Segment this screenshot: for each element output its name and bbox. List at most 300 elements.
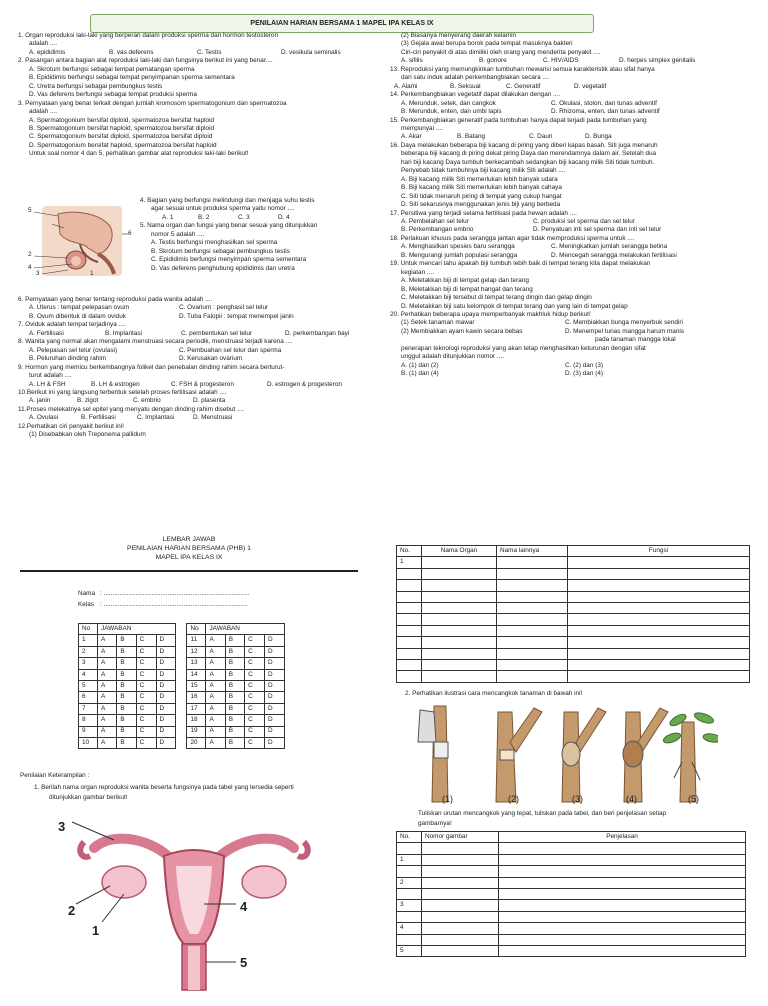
option[interactable]: B. (1) dan (4) <box>401 370 439 378</box>
option[interactable]: B. Epididimis berfungsi sebagai tempat penyimpanan sperma sementara <box>29 74 235 82</box>
class-input[interactable]: : ................................................................................. <box>100 601 248 608</box>
table-cell[interactable]: 2 <box>397 877 422 888</box>
table-cell[interactable] <box>568 602 750 613</box>
class-label: Kelas <box>78 601 94 608</box>
table-cell[interactable] <box>422 671 497 682</box>
option[interactable]: D. Penyatuan inti sel sperma dan inti sel telur <box>533 226 662 234</box>
option[interactable]: B. gonore <box>479 57 507 65</box>
option[interactable]: D. Tuba Falopii : tempat menempel janin <box>179 312 294 320</box>
answer-choice[interactable]: A <box>206 658 225 669</box>
answer-choice[interactable]: C <box>245 658 265 669</box>
table-cell[interactable] <box>397 602 422 613</box>
option[interactable]: D. Vas deferens berfungsi sebagai tempat produksi sperma <box>29 91 197 99</box>
table-cell[interactable] <box>422 843 499 854</box>
table-row <box>397 580 750 591</box>
option[interactable]: B. LH & estrogen <box>91 380 140 388</box>
name-field[interactable] <box>78 590 249 598</box>
answer-number: 7 <box>79 703 98 714</box>
grid-gap <box>176 635 187 646</box>
question-14: 14. Perkembangbiakan vegetatif dapat dilakukan dengan .... <box>390 91 561 99</box>
answer-row <box>79 646 285 657</box>
answer-choice[interactable]: A <box>206 692 225 703</box>
answer-choice[interactable]: D <box>156 669 176 680</box>
option[interactable]: C. produksi sel sperma dan sel telur <box>533 217 635 225</box>
answer-choice[interactable]: C <box>245 715 265 726</box>
answer-choice[interactable]: D <box>156 726 176 737</box>
answer-choice[interactable]: D <box>265 646 285 657</box>
answer-choice[interactable]: B <box>225 726 244 737</box>
option[interactable]: A. Menghasilkan spesies baru serangga <box>401 243 515 251</box>
table-cell[interactable] <box>499 900 746 911</box>
option[interactable]: C. Ovarium : penghasil sel telur <box>179 304 269 312</box>
answer-choice[interactable]: D <box>156 737 176 748</box>
table-cell[interactable]: 5 <box>397 945 422 956</box>
table-cell[interactable] <box>568 637 750 648</box>
option[interactable]: C. Meningkatkan jumlah serangga betina <box>551 243 668 251</box>
answer-choice[interactable]: B <box>225 692 244 703</box>
option[interactable]: D. estrogen & progesteron <box>267 380 342 388</box>
table-cell[interactable] <box>397 625 422 636</box>
option[interactable]: B. zigot <box>77 397 99 405</box>
table-cell[interactable] <box>497 671 568 682</box>
table-cell[interactable] <box>422 854 499 865</box>
option[interactable]: C. Implantasi <box>137 414 175 422</box>
option[interactable]: B. Implantasi <box>105 329 142 337</box>
answer-choice[interactable]: D <box>265 680 285 691</box>
figure-label: (1) <box>442 794 453 804</box>
answer-choice[interactable]: B <box>117 726 136 737</box>
answer-choice[interactable]: A <box>206 635 225 646</box>
option[interactable]: D. vegetatif <box>574 82 607 90</box>
answer-choice[interactable]: B <box>117 635 136 646</box>
table-cell[interactable] <box>499 888 746 899</box>
figure-label: 5 <box>240 955 248 970</box>
table-cell[interactable] <box>422 602 497 613</box>
table-cell[interactable]: 1 <box>397 557 422 568</box>
answer-choice[interactable]: B <box>117 737 136 748</box>
table-cell[interactable] <box>499 911 746 922</box>
table-cell[interactable] <box>397 843 422 854</box>
answer-choice[interactable]: D <box>265 669 285 680</box>
table-cell[interactable] <box>422 637 497 648</box>
organ-table <box>396 545 750 683</box>
answer-choice[interactable]: C <box>136 703 156 714</box>
table-cell[interactable] <box>568 648 750 659</box>
table-cell[interactable] <box>499 843 746 854</box>
table-row <box>397 602 750 613</box>
figure-label: 3 <box>36 270 40 277</box>
answer-choice[interactable]: A <box>206 669 225 680</box>
option[interactable]: B. vas deferens <box>109 48 154 56</box>
table-cell[interactable] <box>397 866 422 877</box>
answer-choice[interactable]: D <box>265 726 285 737</box>
answer-choice[interactable]: A <box>98 737 117 748</box>
question-6: 6. Pernyataan yang benar tentang reproduksi pada wanita adalah .... <box>18 296 213 303</box>
answer-choice[interactable]: C <box>136 669 156 680</box>
answer-choice[interactable]: D <box>156 703 176 714</box>
option[interactable]: C. FSH & progesteron <box>171 380 234 388</box>
option[interactable]: A. Skrotum berfungsi sebagai tempat pematangan sperma <box>29 65 195 73</box>
answer-choice[interactable]: C <box>245 669 265 680</box>
option[interactable]: B. Seksual <box>450 82 481 90</box>
table-cell[interactable] <box>422 888 499 899</box>
table-cell[interactable] <box>422 614 497 625</box>
answer-choice[interactable]: D <box>156 646 176 657</box>
option[interactable]: B. Skrotum berfungsi sebagai pembungkus testis <box>151 247 290 255</box>
table-cell[interactable] <box>497 637 568 648</box>
answer-choice[interactable]: B <box>117 715 136 726</box>
answer-choice[interactable]: B <box>117 646 136 657</box>
answer-number: 4 <box>79 669 98 680</box>
option[interactable]: A. Uterus : tempat pelepasan ovum <box>29 304 130 312</box>
option[interactable]: D. Meletakkan biji satu kelompok di tempat terang dan yang lain di tempat gelap <box>401 302 628 310</box>
table-cell[interactable] <box>499 877 746 888</box>
question-1-cont: adalah .... <box>29 40 58 48</box>
answer-choice[interactable]: B <box>117 669 136 680</box>
answer-choice[interactable]: C <box>136 737 156 748</box>
table-cell[interactable] <box>497 557 568 568</box>
option[interactable]: D. Vas deferens penghubung epididimis dan uretra <box>151 264 295 272</box>
option[interactable]: C. Epididimis berfungsi menyimpan sperma sementara <box>151 256 307 264</box>
answer-number: 6 <box>79 692 98 703</box>
option[interactable]: B. Meletakkan biji di tempat hangat dan terang <box>401 285 533 293</box>
question-18: 18. Perlakuan khusus pada serangga jantan agar tidak memproduksi sperma untuk .... <box>390 234 635 242</box>
question-4: 4. Bagian yang berfungsi melindungi dan menjaga suhu testis <box>140 197 315 204</box>
option[interactable]: D. Bunga <box>585 133 612 141</box>
figure-label: 5 <box>28 207 32 214</box>
table-row <box>397 614 750 625</box>
answer-choice[interactable]: A <box>206 646 225 657</box>
table-cell[interactable] <box>568 580 750 591</box>
answer-choice[interactable]: A <box>206 715 225 726</box>
answer-choice[interactable]: B <box>225 680 244 691</box>
question-1: 1. Organ reproduksi laki-laki yang berperan dalam produksi sperma dan hormon testosteron <box>18 32 279 39</box>
answer-sheet-title-1: LEMBAR JAWAB <box>162 536 216 543</box>
table-cell[interactable] <box>568 659 750 670</box>
grid-gap <box>176 737 187 748</box>
effort-item: (1) Setek tanaman mawar <box>401 319 475 327</box>
option[interactable]: D. Menstruasi <box>193 414 233 422</box>
option[interactable]: D. herpes simplex genitalis <box>619 57 696 65</box>
option[interactable]: B. Batang <box>457 133 486 141</box>
option[interactable]: C. 3 <box>238 213 250 221</box>
option[interactable]: B. Fertilisasi <box>81 414 116 422</box>
option[interactable]: A. epididimis <box>29 48 66 56</box>
option[interactable]: D. Siti sekarusnya menggunakan jenis biji yang berbeda <box>401 201 561 209</box>
answer-choice[interactable]: C <box>245 646 265 657</box>
disease-feature: (2) Biasanya menyerang daerah kelamin <box>401 32 517 39</box>
table-cell[interactable] <box>568 568 750 579</box>
table-cell[interactable] <box>397 659 422 670</box>
answer-choice[interactable]: B <box>225 715 244 726</box>
option[interactable]: C. Spermatogonium bersifat diploid, spermatozoa bersifat diploid <box>29 133 213 141</box>
table-cell[interactable] <box>422 923 499 934</box>
table-cell[interactable] <box>397 888 422 899</box>
table-row <box>397 888 746 899</box>
answer-choice[interactable]: B <box>117 680 136 691</box>
skills-question-2-instr: gambarnya! <box>418 820 452 827</box>
option[interactable]: C. Pembuahan sel telur dan sperma <box>179 346 282 354</box>
answer-choice[interactable]: A <box>98 646 117 657</box>
answer-number: 3 <box>79 658 98 669</box>
option[interactable]: A. 1 <box>162 213 174 221</box>
answer-choice[interactable]: A <box>206 703 225 714</box>
question-8: 8. Wanita yang normal akan mengalami menstruasi secara periodik, menstruasi terjadi karena .... <box>18 338 293 346</box>
option[interactable]: C. Uretra berfungsi sebagai pembungkus testis <box>29 82 163 90</box>
option[interactable]: B. Spermatogonium bersifat haploid, spermatozoa bersifat diploid <box>29 124 215 132</box>
answer-choice[interactable]: C <box>136 646 156 657</box>
col-header: No. <box>397 546 422 557</box>
option[interactable]: A. Ovulasi <box>29 414 59 422</box>
table-cell[interactable] <box>568 614 750 625</box>
question-3: 3. Pernyataan yang benar terkait dengan jumlah kromosom spermatogonium dan spermatozoa <box>18 99 287 107</box>
option[interactable]: B. Ovum dibentuk di dalam oviduk <box>29 312 126 320</box>
question-2: 2. Pasangan antara bagian alat reproduksi laki-laki dan fungsinya berikut ini yang benar.... <box>18 57 273 65</box>
table-cell[interactable] <box>422 648 497 659</box>
answer-choice[interactable]: A <box>98 680 117 691</box>
answer-choice[interactable]: D <box>156 658 176 669</box>
option[interactable]: B. Peluruhan dinding rahim <box>29 355 107 363</box>
table-cell[interactable] <box>497 602 568 613</box>
table-cell[interactable]: 3 <box>397 900 422 911</box>
answer-choice[interactable]: C <box>245 703 265 714</box>
table-cell[interactable] <box>422 911 499 922</box>
table-cell[interactable] <box>397 911 422 922</box>
table-cell[interactable]: 4 <box>397 923 422 934</box>
table-cell[interactable] <box>422 934 499 945</box>
answer-choice[interactable]: D <box>156 715 176 726</box>
answer-choice[interactable]: A <box>206 726 225 737</box>
option[interactable]: A. Spermatogonium bersifat diploid, spermatozoa bersifat haploid <box>29 116 215 124</box>
option[interactable]: D. Spermatogonium bersifat haploid, spermatozoa bersifat haploid <box>29 141 217 149</box>
question-19-cont: kegiatan .... <box>401 268 435 276</box>
table-cell[interactable] <box>499 923 746 934</box>
table-cell[interactable] <box>497 659 568 670</box>
answer-number: 9 <box>79 726 98 737</box>
answer-choice[interactable]: B <box>117 658 136 669</box>
option[interactable]: D. (3) dan (4) <box>565 370 604 378</box>
table-cell[interactable] <box>397 934 422 945</box>
option[interactable]: C. embrio <box>133 397 161 405</box>
table-cell[interactable] <box>568 625 750 636</box>
table-cell[interactable] <box>499 945 746 956</box>
option[interactable]: A. Merunduk, setek, dan cangkok <box>401 99 496 107</box>
option[interactable]: C. (2) dan (3) <box>565 361 604 369</box>
table-cell[interactable] <box>499 934 746 945</box>
option[interactable]: D. Mencegah serangga melakukan fertilisasi <box>551 251 677 259</box>
option[interactable]: C. Generatif <box>506 82 541 90</box>
table-cell[interactable] <box>422 945 499 956</box>
option[interactable]: A. Meletakkan biji di tempat gelap dan terang <box>401 277 529 285</box>
answer-choice[interactable]: D <box>265 692 285 703</box>
option[interactable]: C. Meletakkan biji tersebut di tempat terang dingin dan gelap dingin <box>401 294 592 302</box>
option[interactable]: D. 4 <box>278 213 290 221</box>
answer-number: 14 <box>187 669 206 680</box>
answer-choice[interactable]: B <box>225 669 244 680</box>
answer-choice[interactable]: C <box>245 635 265 646</box>
table-cell[interactable] <box>422 568 497 579</box>
option[interactable]: A. Fertilisasi <box>29 329 64 337</box>
note: Untuk soal nomor 4 dan 5, perhatikan gambar alat reproduksi laki-laki berikut! <box>29 150 249 158</box>
option[interactable]: D. vesikula seminalis <box>281 48 341 56</box>
option[interactable]: A. Akar <box>401 133 422 141</box>
answer-choice[interactable]: C <box>136 635 156 646</box>
table-cell[interactable] <box>397 637 422 648</box>
answer-choice[interactable]: A <box>98 658 117 669</box>
table-cell[interactable] <box>497 614 568 625</box>
answer-choice[interactable]: C <box>245 726 265 737</box>
answer-choice[interactable]: D <box>265 658 285 669</box>
left-column <box>18 32 388 159</box>
table-cell[interactable] <box>497 648 568 659</box>
table-cell[interactable] <box>422 866 499 877</box>
option[interactable]: A. janin <box>29 397 51 405</box>
table-cell[interactable] <box>497 580 568 591</box>
answer-choice[interactable]: D <box>156 692 176 703</box>
table-cell[interactable]: 1 <box>397 854 422 865</box>
table-cell[interactable] <box>422 900 499 911</box>
option[interactable]: B. Perkembangan embrio <box>401 226 474 234</box>
answer-choice[interactable]: B <box>225 646 244 657</box>
grafting-figure <box>412 702 718 806</box>
answer-choice[interactable]: A <box>206 737 225 748</box>
table-cell[interactable] <box>397 580 422 591</box>
table-cell[interactable] <box>422 557 497 568</box>
answer-choice[interactable]: C <box>136 658 156 669</box>
option[interactable]: A. Biji kacang milik Siti memerlukan lebih banyak udara <box>401 175 558 183</box>
question-16-cont: Penyebab tidak tumbuhnya biji kacang milik Siti adalah .... <box>401 167 566 175</box>
question-12: 12.Perhatikan ciri penyakit berikut ini! <box>18 422 124 430</box>
answer-choice[interactable]: A <box>206 680 225 691</box>
answer-choice[interactable]: D <box>156 680 176 691</box>
answer-choice[interactable]: A <box>98 669 117 680</box>
answer-choice[interactable]: C <box>245 737 265 748</box>
question-9-cont: turut adalah .... <box>29 372 72 380</box>
figure-label: (5) <box>688 794 699 804</box>
answer-choice[interactable]: B <box>225 703 244 714</box>
answer-choice[interactable]: B <box>225 658 244 669</box>
option[interactable]: C. Daun <box>529 133 553 141</box>
table-cell[interactable] <box>499 854 746 865</box>
table-cell[interactable] <box>497 568 568 579</box>
table-row <box>397 866 746 877</box>
order-table <box>396 831 746 957</box>
table-row <box>397 934 746 945</box>
table-cell[interactable] <box>397 614 422 625</box>
table-cell[interactable] <box>422 659 497 670</box>
table-cell[interactable] <box>422 591 497 602</box>
male-reproductive-figure <box>28 204 134 280</box>
answer-number: 10 <box>79 737 98 748</box>
question-7: 7. Oviduk adalah tempat terjadinya .... <box>18 321 126 329</box>
option[interactable]: B. Biji kacang milik Siti memerlukan lebih banyak cahaya <box>401 184 562 192</box>
table-cell[interactable] <box>497 591 568 602</box>
option[interactable]: C. pembentukan sel telur <box>181 329 253 337</box>
class-field[interactable] <box>78 601 247 609</box>
answer-choice[interactable]: B <box>117 692 136 703</box>
table-cell[interactable] <box>397 591 422 602</box>
answer-grid <box>78 623 285 749</box>
option[interactable]: D. perkembangan bayi <box>285 329 350 337</box>
table-cell[interactable] <box>397 671 422 682</box>
answer-choice[interactable]: D <box>265 715 285 726</box>
table-cell[interactable] <box>568 591 750 602</box>
answer-choice[interactable]: C <box>136 715 156 726</box>
answer-choice[interactable]: A <box>98 635 117 646</box>
grid-gap <box>176 715 187 726</box>
answer-choice[interactable]: C <box>136 726 156 737</box>
table-cell[interactable] <box>499 866 746 877</box>
answer-choice[interactable]: A <box>98 703 117 714</box>
option[interactable]: D. Kerusakan ovarium <box>179 355 243 363</box>
option[interactable]: D. Rhizoma, enten, dan tunas adventif <box>551 108 660 116</box>
skills-title: Penilaian Keterampilan : <box>20 772 90 779</box>
table-cell[interactable] <box>397 648 422 659</box>
figure-label: (4) <box>626 794 637 804</box>
option[interactable]: B. Merunduk, enten, dan umbi lapis <box>401 108 502 116</box>
skills-question-1-cont: ditunjukkan gambar berikut! <box>49 794 128 801</box>
answer-number: 17 <box>187 703 206 714</box>
table-cell[interactable] <box>422 877 499 888</box>
answer-choice[interactable]: A <box>98 726 117 737</box>
option[interactable]: A. Alami <box>394 82 418 90</box>
option[interactable]: A. LH & FSH <box>29 380 66 388</box>
answer-choice[interactable]: D <box>265 703 285 714</box>
answer-choice[interactable]: C <box>136 692 156 703</box>
option[interactable]: C. Okulasi, stolon, dan tunas adventif <box>551 99 657 107</box>
answer-choice[interactable]: C <box>136 680 156 691</box>
option[interactable]: C. Testis <box>197 48 222 56</box>
col-header: Nama Organ <box>422 546 497 557</box>
option[interactable]: A. sifilis <box>401 57 423 65</box>
table-cell[interactable] <box>568 671 750 682</box>
option[interactable]: C. Siti tidak menaruh piring di tempat yang cukup hangat <box>401 192 562 200</box>
answer-choice[interactable]: A <box>98 692 117 703</box>
answer-choice[interactable]: D <box>156 635 176 646</box>
option[interactable]: A. (1) dan (2) <box>401 361 439 369</box>
table-cell[interactable] <box>497 625 568 636</box>
answer-choice[interactable]: A <box>98 715 117 726</box>
answer-row <box>79 703 285 714</box>
answer-choice[interactable]: C <box>245 680 265 691</box>
option[interactable]: B. 2 <box>198 213 210 221</box>
option[interactable]: A. Pelepasan sel telur (ovulasi) <box>29 346 118 354</box>
table-cell[interactable] <box>422 580 497 591</box>
option[interactable]: B. Mengurangi jumlah populasi serangga <box>401 251 518 259</box>
answer-choice[interactable]: D <box>265 635 285 646</box>
option[interactable]: A. Pembelahan sel telur <box>401 217 469 225</box>
skills-question-2-instr: Tuliskan urutan mencangkok yang tepat, tuliskan pada tabel, dan beri penjelasan setiap <box>418 810 667 817</box>
figure-label: 4 <box>28 264 32 271</box>
effort-item: D. Menempel tunas mangga harum manis <box>565 327 684 335</box>
option[interactable]: A. Testis berfungsi menghasilkan sel sperma <box>151 239 278 247</box>
answer-choice[interactable]: D <box>265 737 285 748</box>
figure-label: 6 <box>128 230 132 237</box>
answer-choice[interactable]: C <box>245 692 265 703</box>
table-cell[interactable] <box>397 568 422 579</box>
answer-number: 5 <box>79 680 98 691</box>
answer-choice[interactable]: B <box>117 703 136 714</box>
table-cell[interactable] <box>568 557 750 568</box>
name-input[interactable]: : .................................................................................. <box>100 590 250 597</box>
option[interactable]: D. plasenta <box>193 397 226 405</box>
option[interactable]: C. HIV/AIDS <box>543 57 579 65</box>
effort-item: C. Membiakkan bunga menyerbuk sendiri <box>565 319 683 327</box>
answer-choice[interactable]: B <box>225 635 244 646</box>
answer-choice[interactable]: B <box>225 737 244 748</box>
question-19: 19. Untuk mencari tahu apakah biji tumbuh lebih baik di tempat terang kita dapat melakukan <box>390 260 651 268</box>
table-cell[interactable] <box>422 625 497 636</box>
